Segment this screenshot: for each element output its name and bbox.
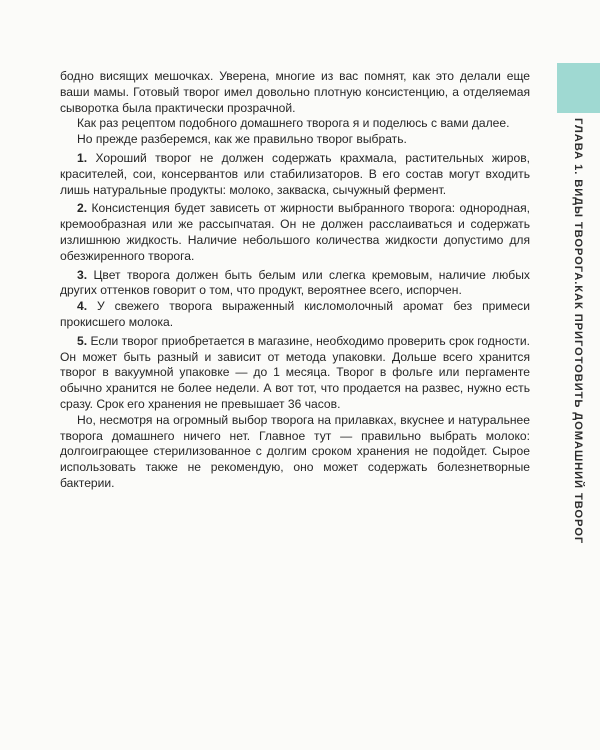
body-text [60, 69, 530, 492]
list-number: 5. [77, 333, 88, 348]
chapter-tab-marker [557, 63, 600, 113]
list-number: 2. [77, 201, 88, 216]
list-item: 5. Если творог приобретается в магазине, необходимо проверить срок годности. Он может быть разный и зависит от метода упаковки. Дольше всего хранится творог в вакуумной упаковке — до 1 месяца. Творог в фольге или пергаменте обычно хранится не более недели. А вот тот, что продается на развес, нужно есть сразу. Срок его хранения не превышает 36 часов. [60, 333, 530, 411]
list-item: 2. Консистенция будет зависеть от жирности выбранного творога: однородная, кремообразная или же рассыпчатая. Он не должен расслаиваться и содержать излишнюю жидкость. Наличие небольшого количества жидкости допустимо для обезжиренного творога. [60, 201, 530, 263]
list-number: 4. [77, 299, 88, 314]
list-item: 4. У свежего творога выраженный кисломолочный аромат без примеси прокисшего молока. [60, 299, 530, 329]
paragraph: Но прежде разберемся, как же правильно творог выбрать. [77, 132, 407, 147]
chapter-running-title: ГЛАВА 1. ВИДЫ ТВОРОГА.КАК ПРИГОТОВИТЬ ДОМАШНИЙ ТВОРОГ [572, 118, 584, 545]
list-number: 1. [77, 150, 88, 165]
list-item: 3. Цвет творога должен быть белым или слегка кремовым, наличие любых других оттенков говорит о том, что продукт, вероятнее всего, испорчен. [60, 267, 530, 298]
paragraph: Но, несмотря на огромный выбор творога на прилавках, вкуснее и натуральнее творога домашнего ничего нет. Главное тут — правильно выбрать молоко: долгоиграющее стерилизованное с долгим сроком хранения не подойдет. Сырое использовать также не рекомендую, оно может содержать болезнетворные бактерии. [60, 412, 530, 490]
paragraph: Как раз рецептом подобного домашнего творога я и поделюсь с вами далее. [77, 116, 510, 131]
paragraph: бодно висящих мешочках. Уверена, многие из вас помнят, как это делали еще ваши мамы. Готовый творог имел довольно плотную консистенцию, а отделяемая сыворотка была практически прозрачной. [60, 69, 530, 115]
list-number: 3. [77, 267, 88, 282]
list-item: 1. Хороший творог не должен содержать крахмала, растительных жиров, красителей, сои, консервантов или стабилизаторов. В его состав могут входить лишь натуральные продукты: молоко, закваска, сычужный фермент. [60, 150, 530, 197]
